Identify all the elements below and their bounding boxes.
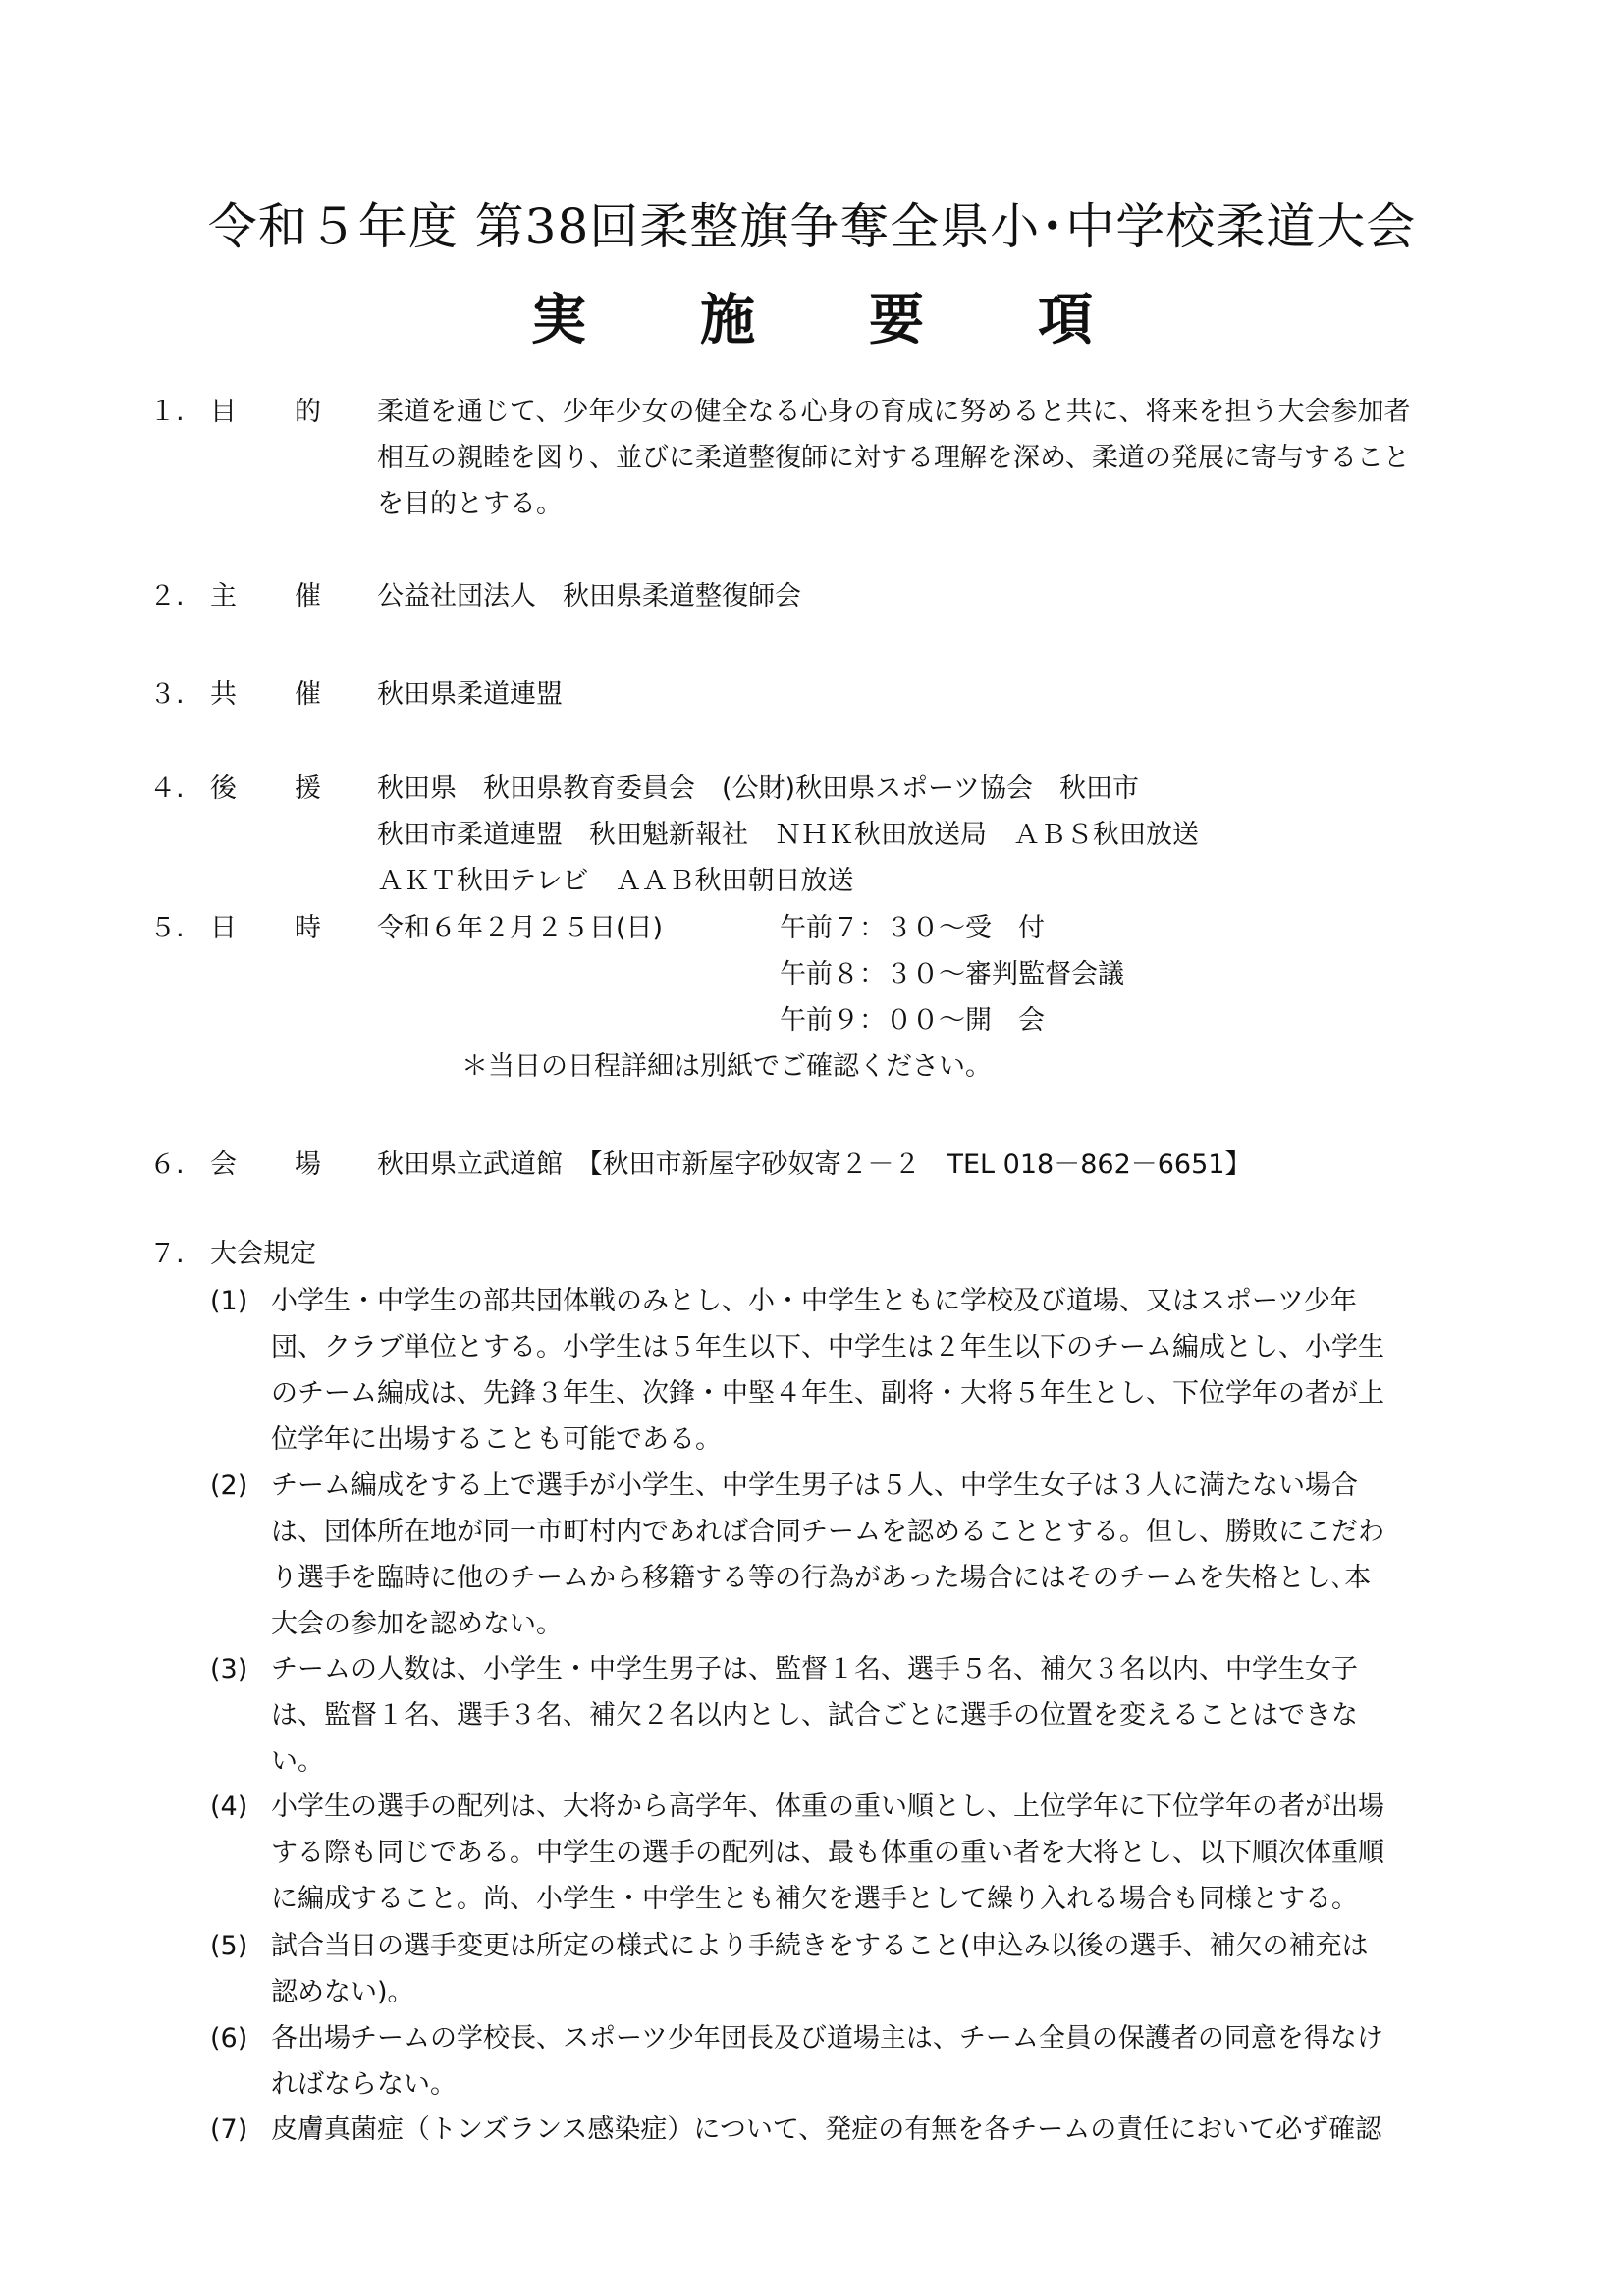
rule-line: に編成すること。尚、小学生・中学生とも補欠を選手として繰り入れる場合も同様とする。 <box>271 1884 1358 1914</box>
document-subtitle <box>0 287 1624 355</box>
section-number: ５. <box>149 913 185 943</box>
rules-heading-text: 大会規定 <box>210 1239 316 1269</box>
rule-line: 認めない)。 <box>271 1977 414 2007</box>
section-number: ３. <box>149 679 185 710</box>
section-number: ６. <box>149 1149 185 1180</box>
rule-line: チームの人数は、小学生・中学生男子は、監督１名、選手５名、補欠３名以内、中学生女子 <box>271 1654 1358 1684</box>
rule-line: い。 <box>271 1746 324 1777</box>
section-label-char: 催 <box>295 679 321 710</box>
body-line: 公益社団法人 秋田県柔道整復師会 <box>377 581 801 612</box>
section-number: ４. <box>149 774 185 804</box>
rule-line: 各出場チームの学校長、スポーツ少年団長及び道場主は、チーム全員の保護者の同意を得なけ <box>271 2023 1383 2054</box>
section-label-char: 後 <box>210 774 237 804</box>
section-label-char: 共 <box>210 679 237 710</box>
rule-line: チーム編成をする上で選手が小学生、中学生男子は５人、中学生女子は３人に満たない場合 <box>271 1470 1358 1501</box>
section-number: ２. <box>149 581 185 612</box>
rule-line: は、団体所在地が同一市町村内であれば合同チームを認めることとする。但し、勝敗にこだわ <box>271 1517 1384 1547</box>
section-label-char: 時 <box>295 913 321 943</box>
section-label <box>149 1142 321 1188</box>
body-line: 柔道を通じて、少年少女の健全なる心身の育成に努めると共に、将来を担う大会参加者 <box>377 397 1411 427</box>
section-label-char: 会 <box>210 1149 237 1180</box>
section-label-char: 援 <box>295 774 321 804</box>
section-label-char: 催 <box>295 581 321 612</box>
body-line: 相互の親睦を図り、並びに柔道整復師に対する理解を深め、柔道の発展に寄与すること <box>377 443 1410 473</box>
rule-line: 大会の参加を認めない。 <box>271 1609 563 1639</box>
rule-line: 団、クラブ単位とする。小学生は５年生以下、中学生は２年生以下のチーム編成とし、小学生 <box>271 1332 1384 1362</box>
rule-line: り選手を臨時に他のチームから移籍する等の行為があった場合にはそのチームを失格とし､本 <box>271 1563 1372 1593</box>
rule-line: ればならない。 <box>271 2069 457 2100</box>
rule-line: は、監督１名、選手３名、補欠２名以内とし、試合ごとに選手の位置を変えることはできな <box>271 1700 1358 1731</box>
rule-number: (6) <box>210 2023 248 2054</box>
rule-line: 小学生の選手の配列は、大将から高学年、体重の重い順とし、上位学年に下位学年の者が出場 <box>271 1791 1384 1822</box>
rule-line: のチーム編成は、先鋒３年生、次鋒・中堅４年生、副将・大将５年生とし、下位学年の者が上 <box>271 1378 1384 1409</box>
section-label-char: 的 <box>295 397 321 427</box>
section-body <box>377 766 1624 904</box>
body-line: 秋田県柔道連盟 <box>377 679 563 710</box>
section-label-char: 目 <box>210 397 237 427</box>
section-label-char: 主 <box>210 581 237 612</box>
rule-line: 試合当日の選手変更は所定の様式により手続きをすること(申込み以後の選手、補欠の補充は <box>271 1931 1369 1961</box>
section-body <box>377 671 1624 718</box>
subtitle-char: 実 <box>531 289 586 352</box>
rule-number: (1) <box>210 1286 248 1316</box>
rule-line: 小学生・中学生の部共団体戦のみとし、小・中学生ともに学校及び道場、又はスポーツ少年 <box>271 1286 1357 1316</box>
rule-number: (5) <box>210 1931 248 1961</box>
subtitle-char: 要 <box>869 289 924 352</box>
body-line: 秋田県 秋田県教育委員会 (公財)秋田県スポーツ協会 秋田市 <box>377 774 1139 804</box>
section-label <box>149 573 321 619</box>
rule-number: (3) <box>210 1654 248 1684</box>
rule-number: (2) <box>210 1470 248 1501</box>
section-label-char: 場 <box>295 1149 321 1180</box>
section-number: ７. <box>149 1239 185 1269</box>
schedule-time: 午前９：００～開 会 <box>780 1005 1045 1036</box>
body-line: 秋田市柔道連盟 秋田魁新報社 ＮＨＫ秋田放送局 ＡＢＳ秋田放送 <box>377 820 1199 850</box>
venue-text: 秋田県立武道館 【秋田市新屋字砂奴寄２－２ TEL 018－862－6651】 <box>377 1149 1252 1180</box>
rule-number: (4) <box>210 1791 248 1822</box>
event-date: 令和６年２月２５日(日) <box>377 913 664 943</box>
schedule-time: 午前８：３０～審判監督会議 <box>780 959 1124 989</box>
section-label <box>149 671 321 718</box>
rule-line: 位学年に出場することも可能である。 <box>271 1424 722 1455</box>
section-label <box>149 905 321 951</box>
body-line: ＡＫＴ秋田テレビ ＡＡＢ秋田朝日放送 <box>377 866 854 896</box>
section-number: １. <box>149 397 185 427</box>
rule-number: (7) <box>210 2114 248 2145</box>
subtitle-char: 項 <box>1038 289 1093 352</box>
section-label <box>149 389 321 435</box>
rule-line: する際も同じである。中学生の選手の配列は、最も体重の重い者を大将とし、以下順次体重順 <box>271 1838 1384 1868</box>
section-label <box>149 766 321 812</box>
rule-line: 皮膚真菌症（トンズランス感染症）について、発症の有無を各チームの責任において必ず確認 <box>271 2114 1382 2145</box>
schedule-time: 午前７：３０～受 付 <box>780 913 1045 943</box>
section-body <box>377 389 1624 527</box>
body-line: を目的とする。 <box>377 489 563 519</box>
subtitle-char: 施 <box>700 289 755 352</box>
schedule-times <box>780 905 1124 1043</box>
schedule-note: ＊当日の日程詳細は別紙でご確認ください。 <box>461 1051 992 1082</box>
section-body <box>377 1142 1624 1188</box>
document-title: 令和５年度 第38回柔整旗争奪全県小･中学校柔道大会 <box>207 198 1417 255</box>
section-label-char: 日 <box>210 913 237 943</box>
rules-heading <box>149 1231 316 1277</box>
section-body <box>377 573 1624 619</box>
